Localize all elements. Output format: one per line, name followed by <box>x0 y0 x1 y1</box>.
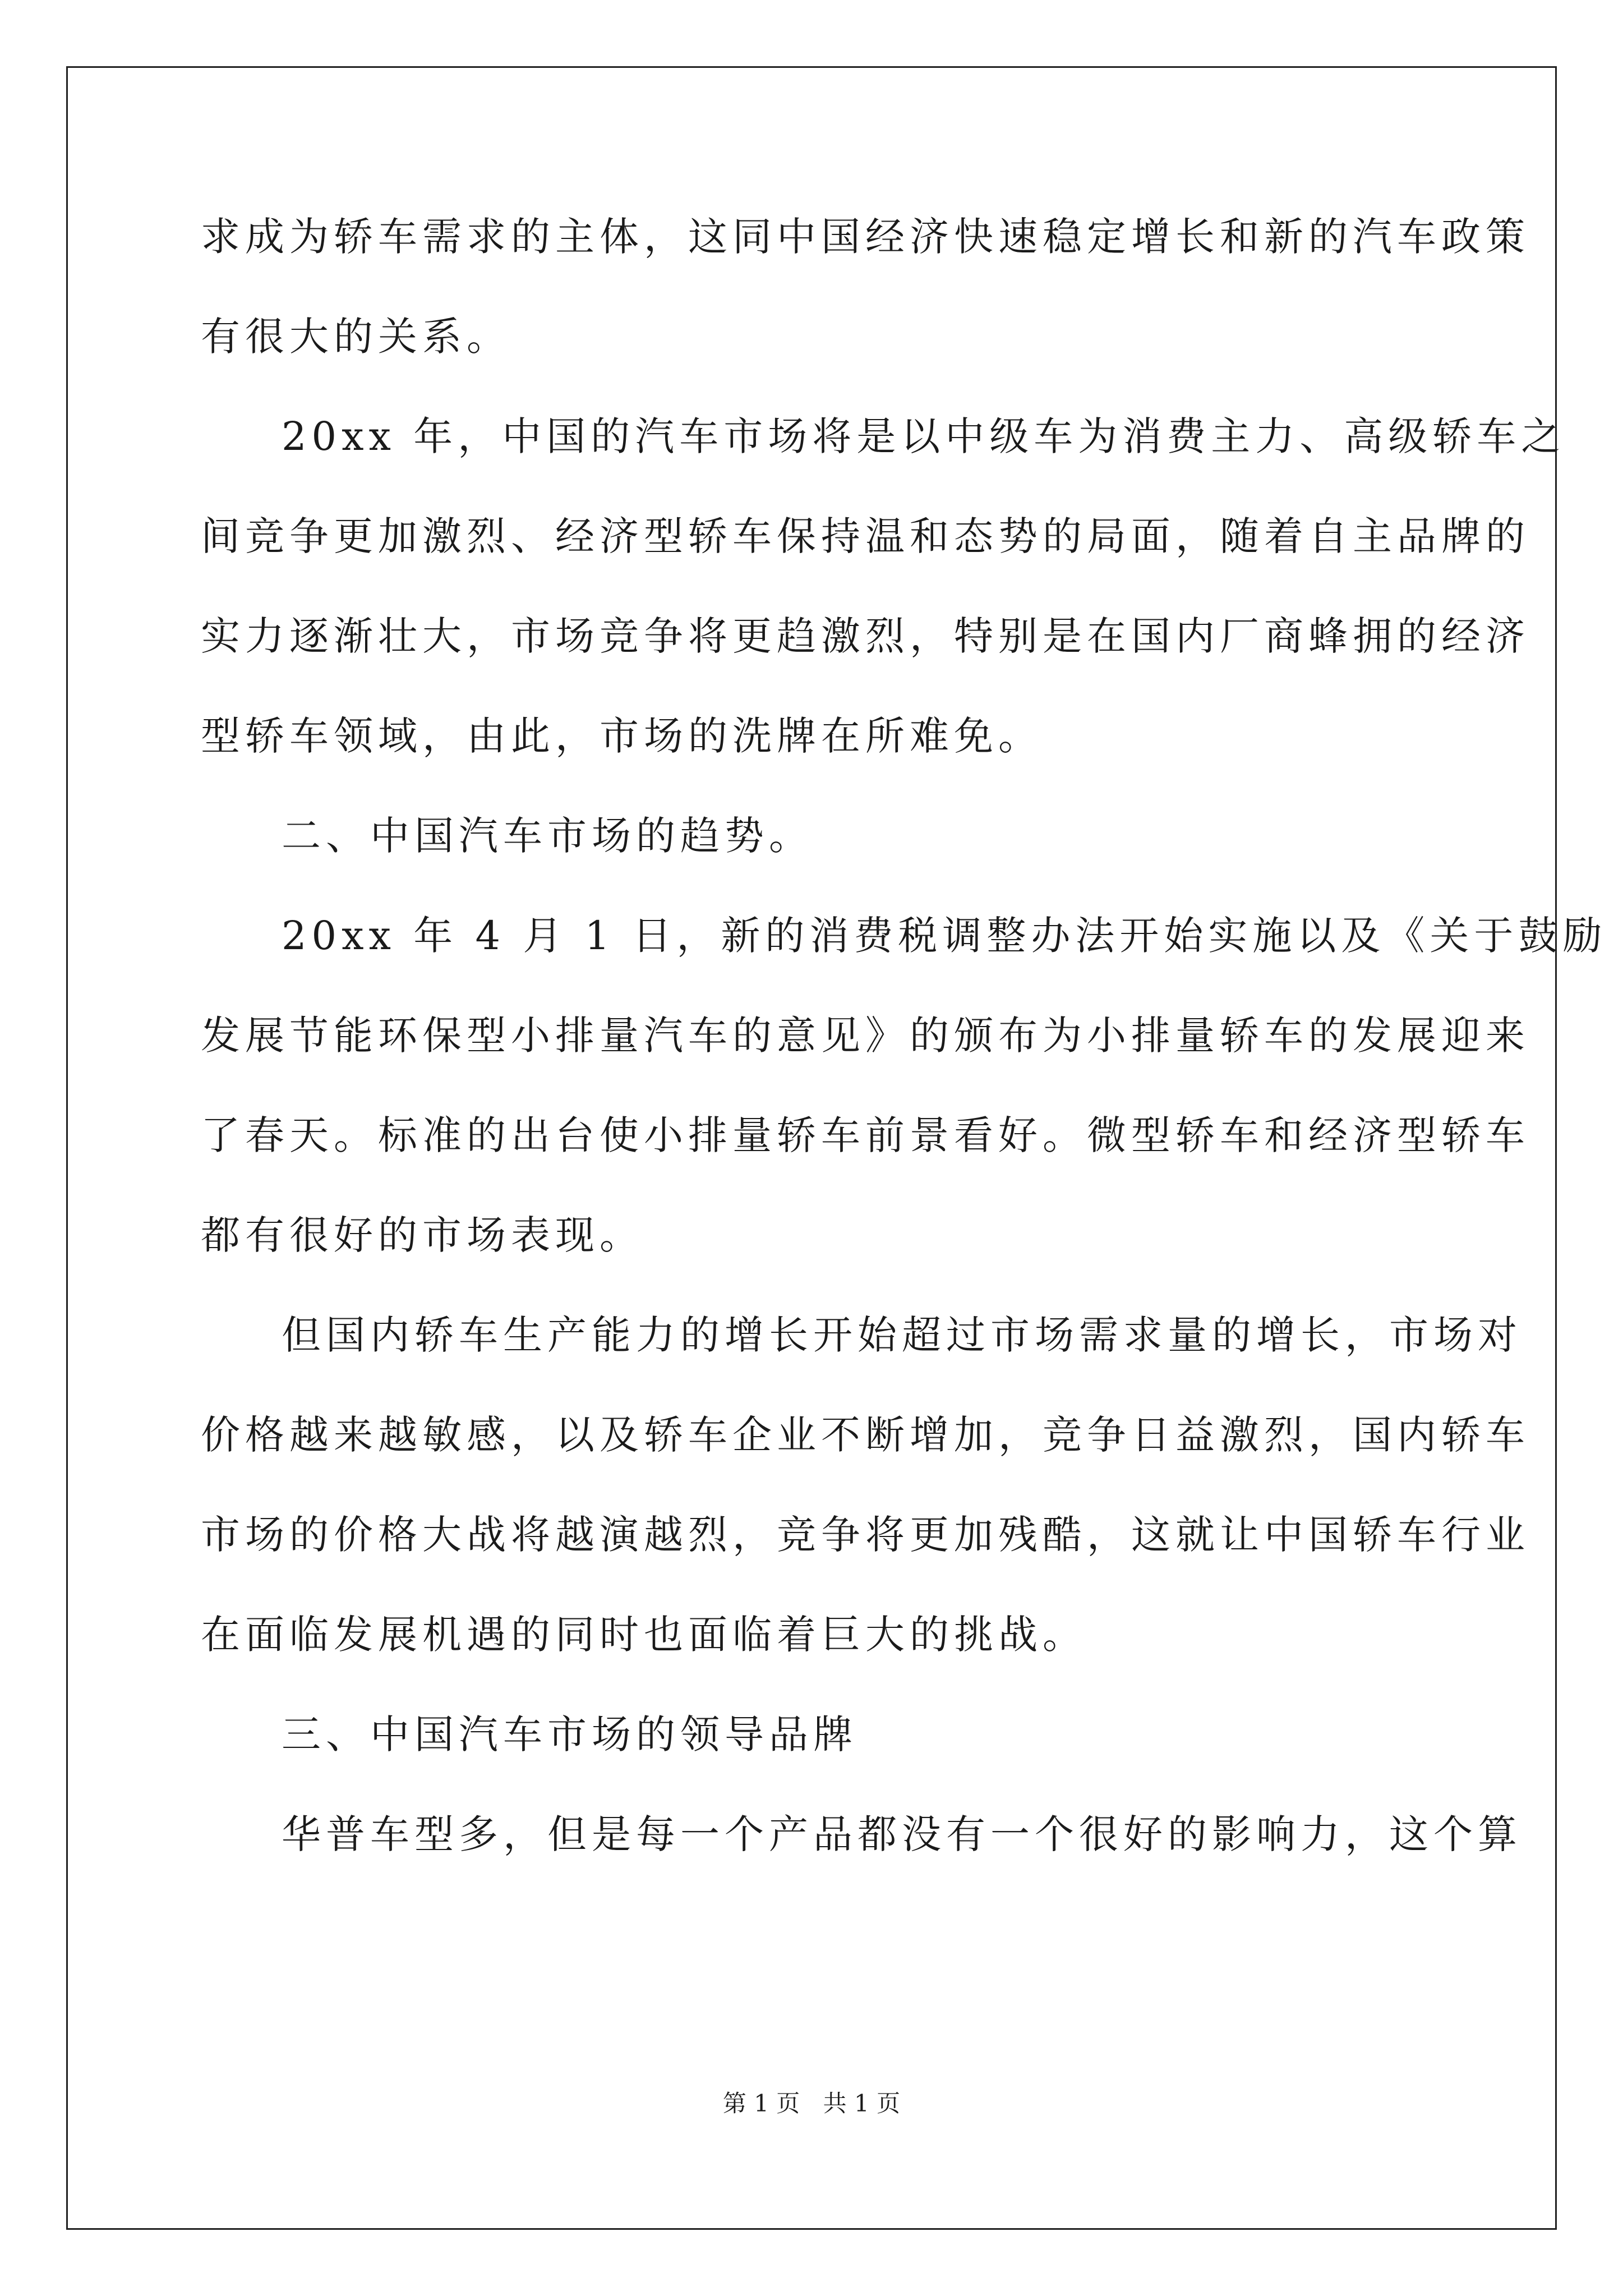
paragraph-line: 有很大的关系。 <box>201 314 511 360</box>
paragraph-line: 20xx 年 4 月 1 日，新的消费税调整办法开始实施以及《关于鼓励 <box>282 913 1607 959</box>
section-heading: 二、中国汽车市场的趋势。 <box>282 813 813 859</box>
paragraph-line: 实力逐渐壮大，市场竞争将更趋激烈，特别是在国内厂商蜂拥的经济 <box>201 613 1530 659</box>
paragraph-line: 型轿车领域，由此，市场的洗牌在所难免。 <box>201 713 1043 759</box>
paragraph-line: 发展节能环保型小排量汽车的意见》的颁布为小排量轿车的发展迎来 <box>201 1013 1530 1059</box>
paragraph-line: 在面临发展机遇的同时也面临着巨大的挑战。 <box>201 1612 1087 1658</box>
paragraph-line: 但国内轿车生产能力的增长开始超过市场需求量的增长，市场对 <box>282 1312 1522 1358</box>
page-number: 第 1 页 <box>722 2090 800 2117</box>
paragraph-line: 了春天。标准的出台使小排量轿车前景看好。微型轿车和经济型轿车 <box>201 1112 1530 1158</box>
document-body <box>201 212 1607 1860</box>
paragraph-line: 间竞争更加激烈、经济型轿车保持温和态势的局面，随着自主品牌的 <box>201 513 1530 559</box>
section-heading: 三、中国汽车市场的领导品牌 <box>282 1711 857 1757</box>
paragraph-line: 市场的价格大战将越演越烈，竞争将更加残酷，这就让中国轿车行业 <box>201 1512 1530 1558</box>
page-footer <box>0 2087 1623 2120</box>
paragraph-line: 求成为轿车需求的主体，这同中国经济快速稳定增长和新的汽车政策 <box>201 214 1530 260</box>
page-total: 共 1 页 <box>823 2090 901 2117</box>
paragraph-line: 华普车型多，但是每一个产品都没有一个很好的影响力，这个算 <box>282 1811 1522 1857</box>
paragraph-line: 20xx 年，中国的汽车市场将是以中级车为消费主力、高级轿车之 <box>282 413 1566 459</box>
paragraph-line: 都有很好的市场表现。 <box>201 1212 644 1258</box>
paragraph-line: 价格越来越敏感，以及轿车企业不断增加，竞争日益激烈，国内轿车 <box>201 1412 1530 1458</box>
